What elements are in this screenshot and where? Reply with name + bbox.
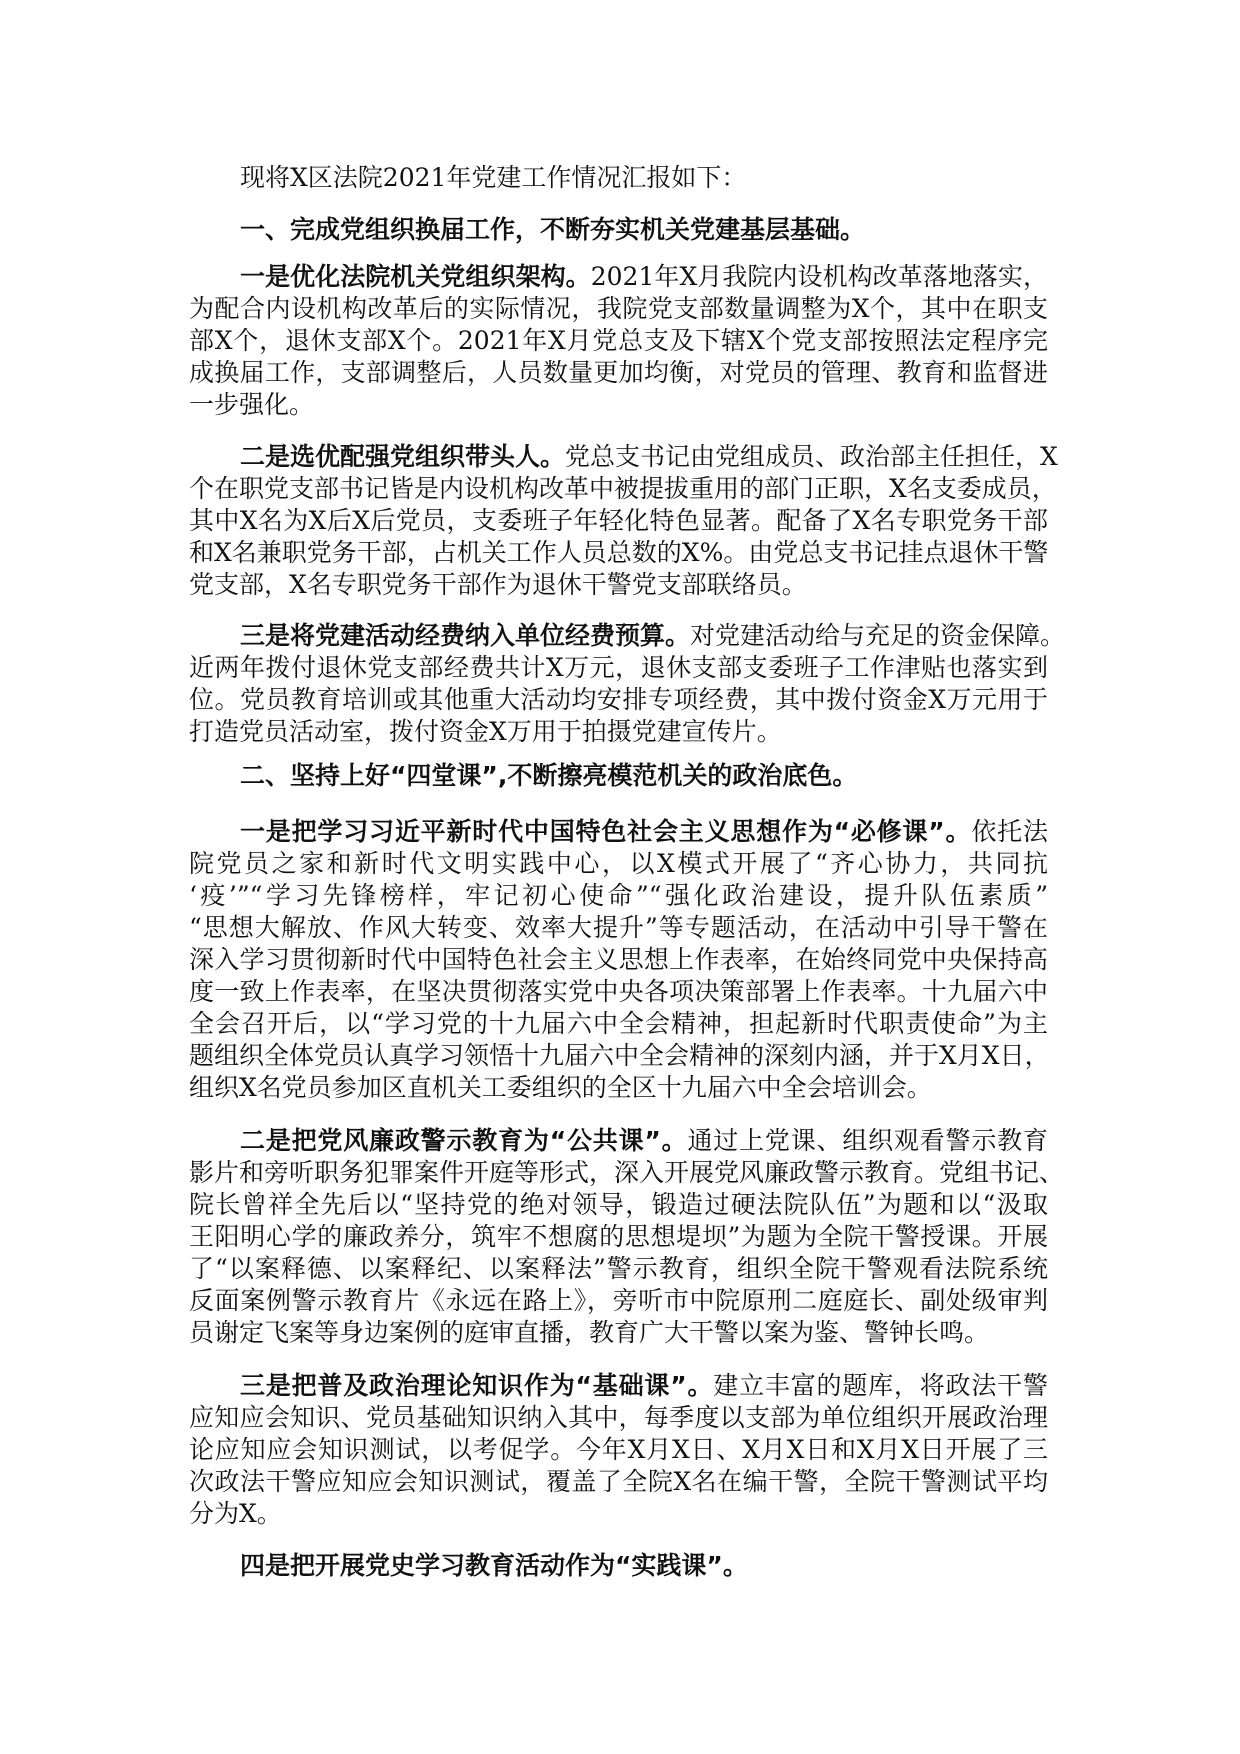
paragraph-line: 和X名兼职党务干部，占机关工作人员总数的X%。由党总支书记挂点退休干警: [189, 538, 1049, 567]
section-heading-2-text: 二、坚持上好“四堂课”,不断擦亮模范机关的政治底色。: [240, 761, 858, 790]
paragraph-line: 员谢定飞案等身边案例的庭审直播，教育广大干警以案为鉴、警钟长鸣。: [189, 1318, 990, 1347]
paragraph-line: 一步强化。: [189, 390, 315, 419]
paragraph-text: 对党建活动给与充足的资金保障。: [690, 621, 1066, 650]
paragraph-line: 为配合内设机构改革后的实际情况，我院党支部数量调整为X个，其中在职支: [189, 294, 1048, 323]
section-heading-2: [189, 760, 1048, 792]
paragraph-line: 反面案例警示教育片《永远在路上》，旁听市中院原刑二庭庭长、副处级审判: [189, 1286, 1048, 1315]
intro-text: 现将X区法院2021年党建工作情况汇报如下：: [240, 163, 747, 192]
paragraph-lead-heading: 四是把开展党史学习教育活动作为“实践课”。: [240, 1551, 748, 1580]
paragraph-line: 党支部，X名专职党务干部作为退休干警党支部联络员。: [189, 570, 807, 599]
section-heading-1-text: 一、完成党组织换届工作，不断夯实机关党建基层基础。: [240, 215, 866, 244]
section-heading-1: [189, 214, 1048, 246]
paragraph-line: 了“以案释德、以案释纪、以案释法”警示教育，组织全院干警观看法院系统: [189, 1254, 1048, 1283]
paragraph-line: 度一致上作表率，在坚决贯彻落实党中央各项决策部署上作表率。十九届六中: [189, 977, 1048, 1006]
paragraph-line: 应知应会知识、党员基础知识纳入其中，每季度以支部为单位组织开展政治理: [189, 1403, 1048, 1432]
paragraph-line: 次政法干警应知应会知识测试，覆盖了全院X名在编干警，全院干警测试平均: [189, 1467, 1048, 1496]
paragraph-line: 深入学习贯彻新时代中国特色社会主义思想上作表率，在始终同党中央保持高: [189, 945, 1048, 974]
paragraph-line: [189, 261, 1048, 293]
paragraph-line: 其中X名为X后X后党员，支委班子年轻化特色显著。配备了X名专职党务干部: [189, 506, 1048, 535]
body-paragraph: [189, 1125, 1065, 1349]
paragraph-line: 打造党员活动室，拨付资金X万用于拍摄党建宣传片。: [189, 717, 782, 746]
paragraph-line: 组织X名党员参加区直机关工委组织的全区十九届六中全会培训会。: [189, 1073, 932, 1102]
paragraph-line: [189, 1370, 1048, 1402]
paragraph-lead-heading: 一是优化法院机关党组织架构。: [240, 262, 591, 291]
paragraph-line: [189, 620, 1066, 652]
body-paragraph: [189, 1370, 1048, 1530]
paragraph-lead-heading: 一是把学习习近平新时代中国特色社会主义思想作为“必修课”。: [240, 817, 972, 846]
body-paragraph: [189, 1550, 1048, 1582]
paragraph-lead-heading: 三是把普及政治理论知识作为“基础课”。: [240, 1371, 714, 1400]
paragraph-line: 论应知应会知识测试，以考促学。今年X月X日、X月X日和X月X日开展了三: [189, 1435, 1048, 1464]
paragraph-lead-heading: 二是选优配强党组织带头人。: [240, 442, 566, 471]
body-paragraph: [189, 620, 1066, 748]
paragraph-text: 党总支书记由党组成员、政治部主任担任，X: [565, 442, 1058, 471]
paragraph-line: “思想大解放、作风大转变、效率大提升”等专题活动，在活动中引导干警在: [189, 913, 1048, 942]
body-paragraph: [189, 441, 1058, 601]
paragraph-line: 王阳明心学的廉政养分，筑牢不想腐的思想堤坝”为题为全院干警授课。开展: [189, 1222, 1048, 1251]
paragraph-line: 成换届工作，支部调整后，人员数量更加均衡，对党员的管理、教育和监督进: [189, 358, 1048, 387]
paragraph-line: 全会召开后，以“学习党的十九届六中全会精神，担起新时代职责使命”为主: [189, 1009, 1048, 1038]
paragraph-line: 题组织全体党员认真学习领悟十九届六中全会精神的深刻内涵，并于X月X日，: [189, 1041, 1050, 1070]
paragraph-text: 2021年X月我院内设机构改革落地落实，: [590, 262, 1048, 291]
paragraph-lead-heading: 二是把党风廉政警示教育为“公共课”。: [240, 1126, 688, 1155]
paragraph-line: 近两年拨付退休党支部经费共计X万元，退休支部支委班子工作津贴也落实到: [189, 653, 1048, 682]
paragraph-line: 院党员之家和新时代文明实践中心，以X模式开展了“齐心协力，共同抗: [189, 849, 1048, 878]
paragraph-line: 个在职党支部书记皆是内设机构改革中被提拔重用的部门正职，X名支委成员，: [189, 474, 1057, 503]
paragraph-line: 分为X。: [189, 1499, 282, 1528]
paragraph-line: 院长曾祥全先后以“坚持党的绝对领导，锻造过硬法院队伍”为题和以“汲取: [189, 1190, 1048, 1219]
paragraph-text: 建立丰富的题库，将政法干警: [713, 1371, 1048, 1400]
paragraph-line: [189, 816, 1048, 848]
paragraph-text: 通过上党课、组织观看警示教育: [687, 1126, 1048, 1155]
paragraph-line: [189, 1125, 1048, 1157]
paragraph-line: [189, 1550, 1048, 1582]
body-paragraph: [189, 816, 1048, 1104]
intro-paragraph: [189, 162, 1048, 194]
paragraph-line: ‘疫’”“学习先锋榜样，牢记初心使命”“强化政治建设，提升队伍素质”: [189, 881, 1048, 910]
paragraph-text: 依托法: [971, 817, 1048, 846]
paragraph-line: 影片和旁听职务犯罪案件开庭等形式，深入开展党风廉政警示教育。党组书记、: [189, 1158, 1065, 1187]
paragraph-line: 部X个，退休支部X个。2021年X月党总支及下辖X个党支部按照法定程序完: [189, 326, 1048, 355]
paragraph-lead-heading: 三是将党建活动经费纳入单位经费预算。: [240, 621, 691, 650]
paragraph-line: [189, 441, 1058, 473]
body-paragraph: [189, 261, 1048, 421]
paragraph-line: 位。党员教育培训或其他重大活动均安排专项经费，其中拨付资金X万元用于: [189, 685, 1048, 714]
